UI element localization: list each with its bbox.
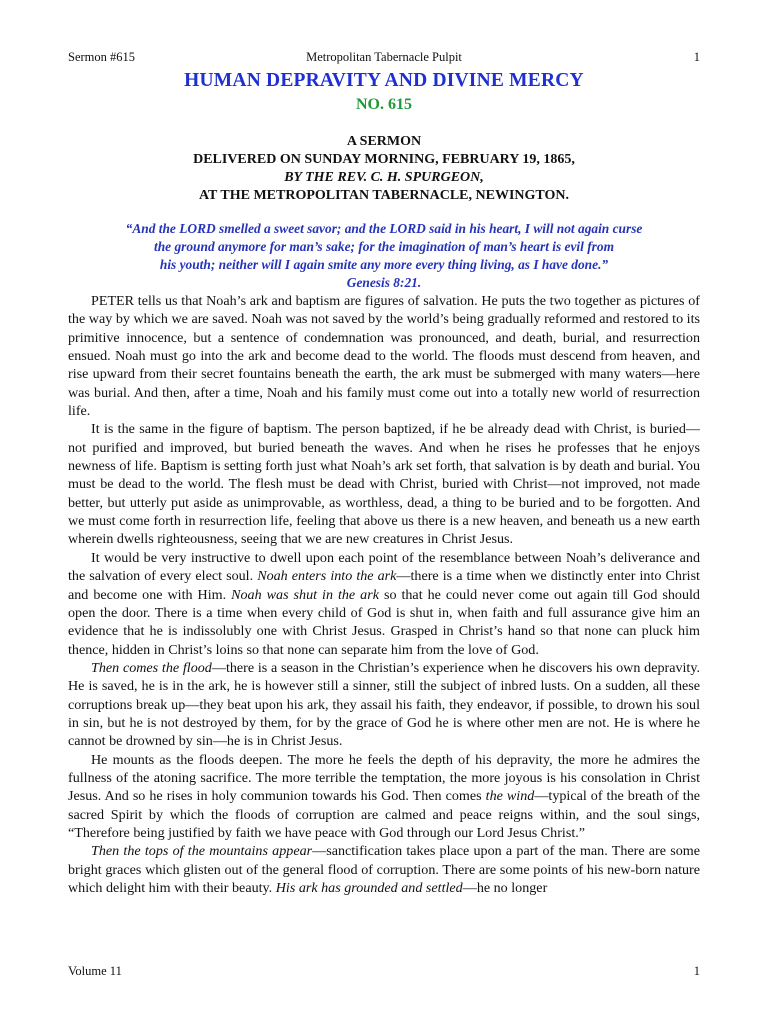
paragraph-text: It is the same in the figure of baptism. The person baptized, if he be already dead with Christ, is buried—not purified and improved, but buried beneath the waves. And when he rises he professes that he enjoys newness of life. Baptism is setting forth just what Noah’s ark set forth, that salvation is by death and burial. You must be dead to the world. The flesh must be dead with Christ, buried with Christ—not improved, not made better, but utterly put aside as unimprovable, as worthless, dead, a thing to be buried and to be forgotten. And we must come forth in resurrection life, feeling that above us there is a new heaven, and beneath us a new earth wherein dwells righteousness, seeing that we are new creatures in Christ Jesus. bbox=[68, 421, 700, 548]
sermon-info bbox=[0, 133, 768, 205]
paragraph bbox=[68, 420, 700, 548]
paragraph-text: He mounts as the floods deepen. The more he feels the depth of his depravity, the more he admires the fullness of the atoning sacrifice. The more terrible the temptation, the more joyous is his consolation in Christ Jesus. And so he rises in holy communion towards his God. Then comes bbox=[68, 751, 700, 805]
sermon-title: HUMAN DEPRAVITY AND DIVINE MERCY bbox=[184, 70, 584, 91]
paragraph-text: PETER tells us that Noah’s ark and baptism are figures of salvation. He puts the two together as pictures of the way by which we are saved. Noah was not saved by the world’s being gradually reformed and restored to its primitive innocence, but a sentence of condemnation was pronounced, and death, burial, and resurrection ensued. Noah must go into the ark and become dead to the world. The floods must descend from heaven, and rise upward from their secret fountains beneath the earth, the ark must be submerged with many waters—here was burial. And then, after a time, Noah and his family must come out into a totally new world of resurrection life. bbox=[68, 293, 700, 420]
sermon-body bbox=[68, 292, 700, 897]
location: AT THE METROPOLITAN TABERNACLE, NEWINGTON. bbox=[198, 188, 570, 203]
emphasis: the wind bbox=[485, 788, 535, 805]
delivery-date: DELIVERED ON SUNDAY MORNING, FEBRUARY 19, 1865, bbox=[193, 152, 575, 167]
header-publication: Metropolitan Tabernacle Pulpit bbox=[306, 50, 462, 64]
paragraph bbox=[68, 659, 700, 751]
emphasis: Noah enters into the ark bbox=[257, 568, 397, 585]
paragraph-text: It would be very instructive to dwell upon each point of the resemblance between Noah’s deliverance and the salvation of every elect soul. bbox=[68, 549, 700, 585]
scripture-quote bbox=[0, 220, 768, 292]
emphasis: Noah was shut in the ark bbox=[231, 586, 379, 603]
emphasis: Then comes the flood bbox=[91, 659, 212, 676]
paragraph-text: —there is a time when we distinctly enter into Christ and become one with Him. bbox=[68, 568, 700, 603]
scripture-line: his youth; neither will I again smite any more every thing living, as I have done.” bbox=[159, 257, 609, 272]
running-header bbox=[68, 50, 700, 66]
footer-page-number: 1 bbox=[693, 964, 700, 978]
footer-volume: Volume 11 bbox=[68, 964, 122, 978]
paragraph bbox=[68, 751, 700, 843]
paragraph-text: so that he could never come out again till God should open the door. There is a time when every child of God is shut in, when faith and full assurance give him an evidence that he is indissolubly one with Christ Jesus. Grasped in Christ’s hand so that none can pluck him thence, hidden in Christ’s loins so that none can separate him from the love of God. bbox=[68, 586, 700, 658]
sermon-number: NO. 615 bbox=[356, 96, 412, 113]
paragraph-text: —typical of the breath of the sacred Spirit by which the floods of corruption are calmed and peace reigns within, and the soul sings, “Therefore being justified by faith we have peace with God through our Lord Jesus Christ.” bbox=[68, 788, 700, 841]
paragraph-text: —he no longer bbox=[462, 880, 548, 896]
running-footer bbox=[68, 964, 700, 980]
paragraph-text: —there is a season in the Christian’s experience when he discovers his own depravity. He is saved, he is in the ark, he is however still a sinner, still the subject of inbred lusts. On a sudden, all these corruptions break up—they beat upon his ark, they assail his faith, they endeavor, if possible, to drown his soul in sin, but he is not destroyed by them, for by the grace of God he is where other men are not. He is where he cannot be drowned by sin—he is in Christ Jesus. bbox=[68, 659, 700, 750]
paragraph bbox=[68, 842, 700, 897]
paragraph bbox=[68, 292, 700, 420]
preacher: BY THE REV. C. H. SPURGEON, bbox=[284, 170, 484, 185]
header-sermon-number: Sermon #615 bbox=[68, 50, 136, 64]
emphasis: His ark has grounded and settled bbox=[275, 880, 463, 896]
sermon-label: A SERMON bbox=[346, 134, 422, 149]
scripture-line: “And the LORD smelled a sweet savor; and the LORD said in his heart, I will not again curse bbox=[125, 221, 643, 236]
emphasis: Then the tops of the mountains appear bbox=[91, 843, 313, 860]
paragraph-text: —sanctification takes place upon a part of the man. There are some bright graces which glisten out of the general flood of corruption. There are some points of his new-born nature which delight him with their beauty. bbox=[68, 843, 700, 896]
paragraph bbox=[68, 549, 700, 659]
header-page-number: 1 bbox=[693, 50, 700, 64]
scripture-reference: Genesis 8:21. bbox=[346, 275, 422, 290]
scripture-line: the ground anymore for man’s sake; for the imagination of man’s heart is evil from bbox=[153, 239, 615, 254]
